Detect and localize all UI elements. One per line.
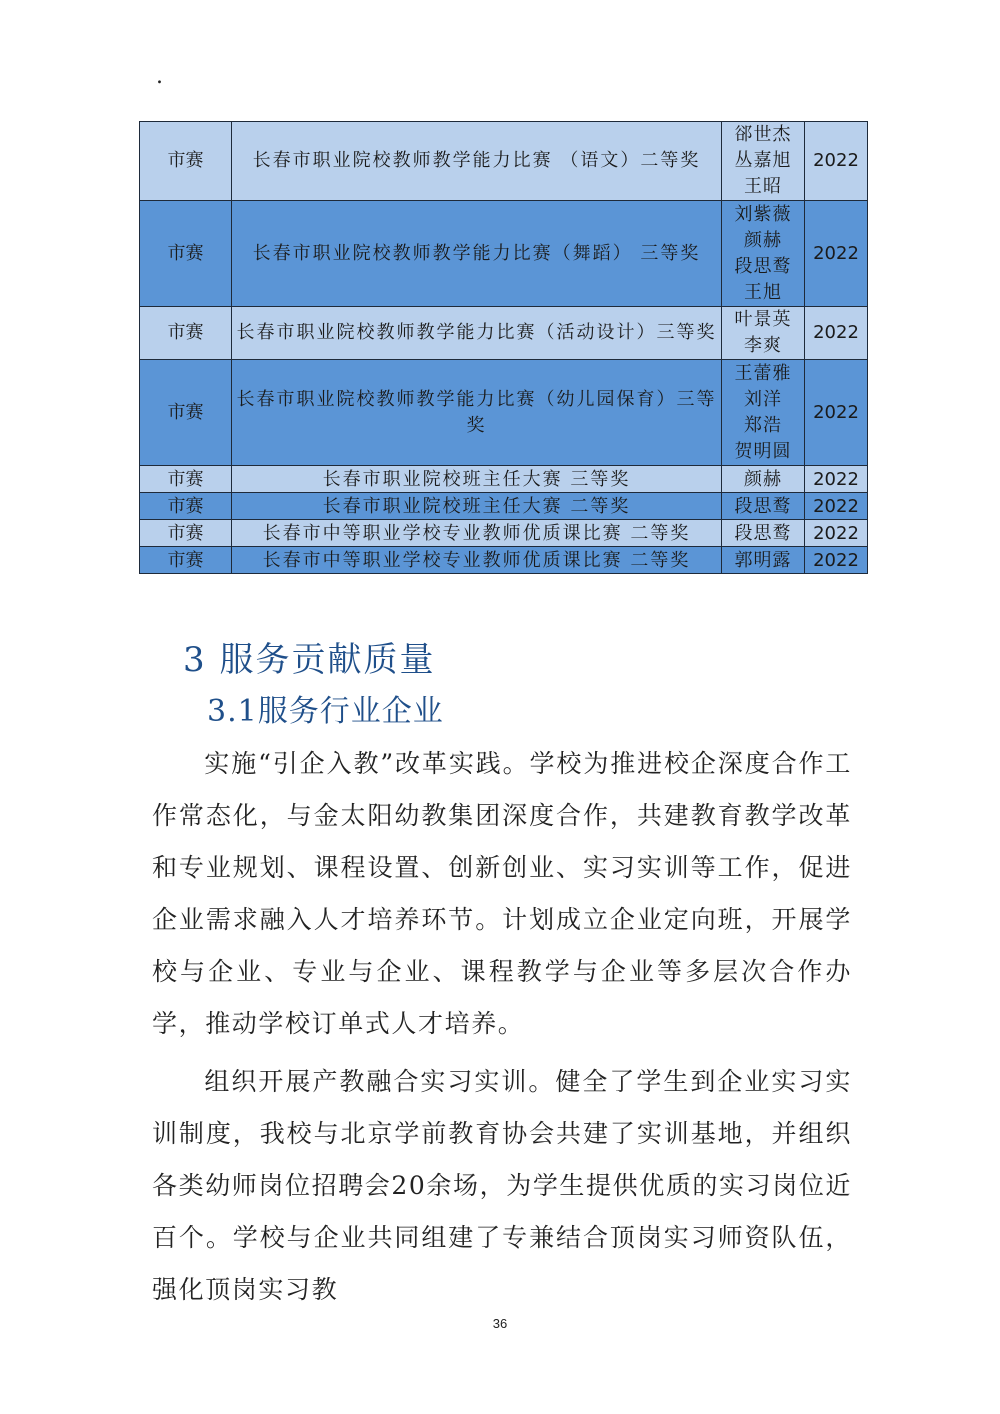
- table-row: [140, 307, 868, 360]
- award-level: 市赛: [140, 122, 232, 201]
- person-name: 叶景英: [734, 309, 792, 330]
- person-name: 丛嘉旭: [734, 150, 792, 171]
- table-row: [140, 466, 868, 493]
- person-name: 刘紫薇: [734, 203, 792, 225]
- top-mark: .: [156, 64, 163, 89]
- award-level: 市赛: [140, 520, 232, 547]
- award-level: 市赛: [140, 493, 232, 520]
- person-name: 郤世杰: [734, 124, 792, 145]
- award-event: 长春市职业院校班主任大赛 二等奖: [232, 493, 722, 520]
- award-year: 2022: [805, 307, 868, 360]
- award-year: 2022: [805, 520, 868, 547]
- award-level: 市赛: [140, 360, 232, 466]
- table-row: [140, 547, 868, 574]
- section-heading: [183, 632, 435, 681]
- award-year: 2022: [805, 122, 868, 201]
- table-row: [140, 493, 868, 520]
- section-number: 3: [183, 640, 207, 680]
- person-name: 刘洋: [744, 388, 782, 410]
- award-people: [722, 547, 805, 574]
- person-name: 颜赫: [744, 229, 782, 251]
- award-year: 2022: [805, 466, 868, 493]
- subsection-title: 服务行业企业: [257, 694, 444, 729]
- table-row: [140, 122, 868, 201]
- person-name: 王蕾雅: [734, 362, 792, 384]
- award-level: 市赛: [140, 547, 232, 574]
- award-people: [722, 466, 805, 493]
- person-name: 郭明露: [734, 549, 792, 571]
- award-level: 市赛: [140, 307, 232, 360]
- subsection-number: 3.1: [207, 694, 258, 729]
- subsection-heading: [207, 686, 444, 730]
- table-row: [140, 520, 868, 547]
- awards-table: [139, 121, 868, 574]
- award-event: 长春市职业院校班主任大赛 三等奖: [232, 466, 722, 493]
- award-year: 2022: [805, 493, 868, 520]
- section-title: 服务贡献质量: [219, 640, 436, 680]
- page-number: 36: [492, 1316, 508, 1331]
- award-year: 2022: [805, 360, 868, 466]
- award-event: 长春市职业院校教师教学能力比赛（活动设计）三等奖: [232, 307, 722, 360]
- award-level: 市赛: [140, 201, 232, 307]
- award-event: 长春市中等职业学校专业教师优质课比赛 二等奖: [232, 547, 722, 574]
- award-people: [722, 520, 805, 547]
- award-event: 长春市职业院校教师教学能力比赛 （语文）二等奖: [232, 122, 722, 201]
- award-event: 长春市职业院校教师教学能力比赛（幼儿园保育）三等奖: [232, 360, 722, 466]
- award-people: [722, 493, 805, 520]
- award-people: [722, 360, 805, 466]
- paragraph-text: 组织开展产教融合实习实训。健全了学生到企业实习实训制度，我校与北京学前教育协会共建了实训基地，并组织各类幼师岗位招聘会20余场，为学生提供优质的实习岗位近百个。学校与企业共同组建了专兼结合顶岗实习师资队伍，强化顶岗实习教: [152, 1067, 853, 1304]
- award-event: 长春市中等职业学校专业教师优质课比赛 二等奖: [232, 520, 722, 547]
- person-name: 李爽: [744, 335, 782, 356]
- table-row: [140, 201, 868, 307]
- award-year: 2022: [805, 201, 868, 307]
- paragraph-text: 实施“引企入教”改革实践。学校为推进校企深度合作工作常态化，与金太阳幼教集团深度合作，共建教育教学改革和专业规划、课程设置、创新创业、实习实训等工作，促进企业需求融入人才培养环节。计划成立企业定向班，开展学校与企业、专业与企业、课程教学与企业等多层次合作办学，推动学校订单式人才培养。: [152, 749, 852, 1038]
- award-event: 长春市职业院校教师教学能力比赛（舞蹈） 三等奖: [232, 201, 722, 307]
- person-name: 颜赫: [744, 468, 782, 490]
- award-year: 2022: [805, 547, 868, 574]
- paragraph: [152, 738, 852, 1050]
- person-name: 郑浩: [744, 414, 782, 436]
- person-name: 王旭: [744, 281, 782, 303]
- paragraph: [152, 1056, 852, 1316]
- person-name: 段思鹜: [734, 495, 792, 517]
- award-people: [722, 122, 805, 201]
- table-row: [140, 360, 868, 466]
- person-name: 段思鹜: [734, 522, 792, 544]
- person-name: 王昭: [744, 176, 782, 197]
- person-name: 贺明圆: [734, 440, 792, 462]
- award-level: 市赛: [140, 466, 232, 493]
- person-name: 段思鹜: [734, 255, 792, 277]
- award-people: [722, 201, 805, 307]
- award-people: [722, 307, 805, 360]
